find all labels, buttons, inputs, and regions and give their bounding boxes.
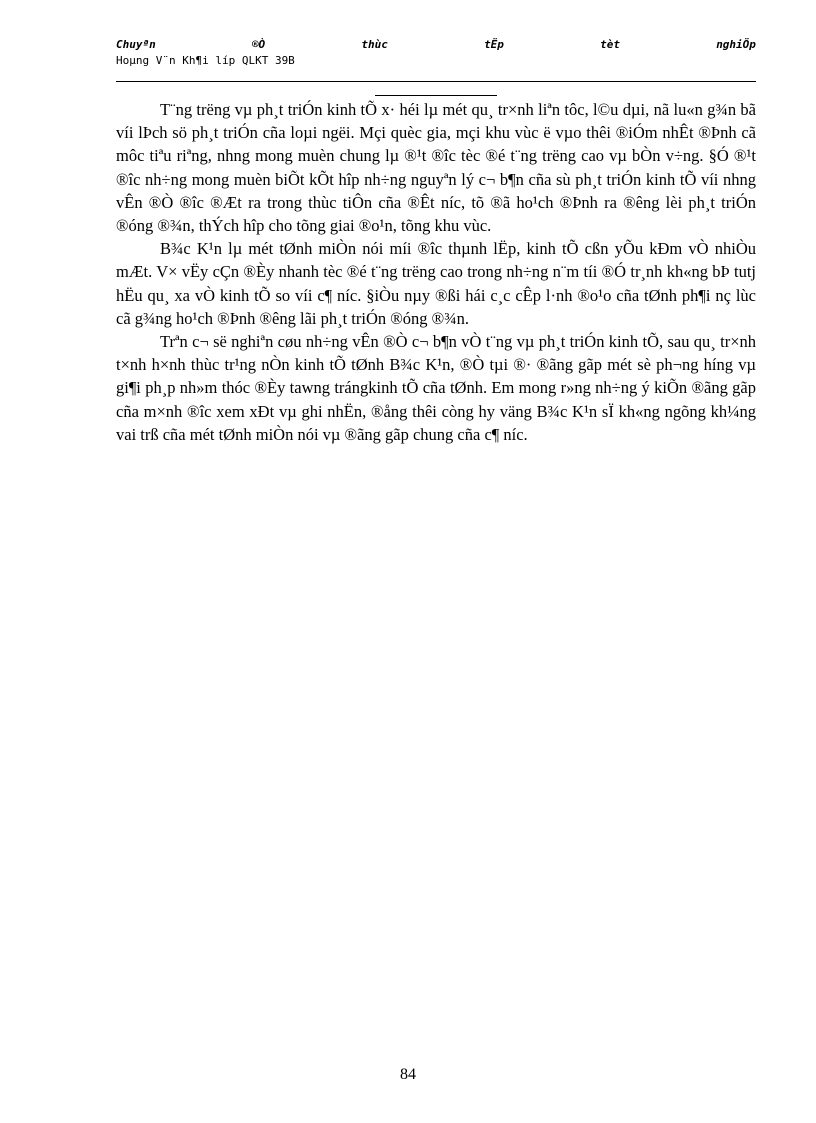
header-word-1: Chuyªn xyxy=(116,38,156,51)
header-word-3: thùc xyxy=(361,38,388,51)
page-header xyxy=(116,38,756,68)
page-number: 84 xyxy=(400,1066,416,1083)
header-word-6: nghiÖp xyxy=(716,38,756,51)
header-word-4: tËp xyxy=(484,38,504,51)
header-author: Hoµng V¨n Kh¶i líp QLKT 39B xyxy=(116,54,295,67)
header-word-2: ®Ò xyxy=(251,38,266,51)
paragraph-2: B¾c K¹n lµ mét tØnh miÒn nói míi ®îc thµnh lËp, kinh tÕ cßn yÕu kÐm vÒ nhiÒu mÆt. V× vËy cÇn ®Èy nhanh tèc ®é t¨ng trëng cao trong nh÷ng n¨m tíi ®Ó tr¸nh kh«ng bÞ tutj hËu qu¸ xa vÒ kinh tÕ so víi c¶ níc. §iÒu nµy ®ßi hái c¸c cÊp l·nh ®o¹o cña tØnh ph¶i nç lùc cã g¾ng ho¹ch ®Þnh ®êng lãi ph¸t triÓn ®óng ®¾n. xyxy=(116,239,756,328)
header-rule xyxy=(116,81,756,82)
header-rule-short xyxy=(375,95,497,96)
paragraph-3: Trªn c¬ së nghiªn cøu nh÷ng vÊn ®Ò c¬ b¶n vÒ t¨ng vµ ph¸t triÓn kinh tÕ, sau qu¸ tr×nh t×nh h×nh thùc tr¹ng nÒn kinh tÕ tØnh B¾c K¹n, ®Ò tµi ®· ®ãng gãp mét sè ph¬ng híng vµ gi¶i ph¸p nh»m thóc ®Èy tawng trángkinh tÕ cña tØnh. Em mong r»ng nh÷ng ý kiÕn ®ãng gãp cña m×nh ®îc xem xÐt vµ ghi nhËn, ®ång thêi còng hy väng B¾c K¹n sÏ kh«ng ngõng kh¼ng vai trß cña mét tØnh miÒn nói vµ ®ãng gãp chung cña c¶ níc. xyxy=(116,332,756,444)
header-title-line xyxy=(116,38,756,52)
body-text xyxy=(116,98,756,446)
paragraph-1: T¨ng trëng vµ ph¸t triÓn kinh tÕ x· héi lµ mét qu¸ tr×nh liªn tôc, l©u dµi, nã lu«n g¾n bã víi lÞch sö ph¸t triÓn cña loµi ngëi. Mçi quèc gia, mçi khu vùc ë vµo thêi ®iÓm nhÊt ®Þnh cã môc tiªu riªng, nhng mong muèn chung lµ ®¹t ®îc tèc ®é t¨ng trëng cao vµ bÒn v÷ng. §Ó ®¹t ®îc nh÷ng mong muèn biÕt kÕt hîp nh÷ng nguyªn lý c¬ b¶n cña sù ph¸t triÓn kinh tÕ víi nhng vÊn ®Ò ®îc ®Æt ra trong thùc tiÔn cña ®Êt níc, tõ ®ã ho¹ch ®Þnh ra ®êng lèi ph¸t triÓn ®óng ®¾n, thÝch hîp cho tõng giai ®o¹n, tõng khu vùc. xyxy=(116,100,756,236)
header-word-5: tèt xyxy=(600,38,620,51)
